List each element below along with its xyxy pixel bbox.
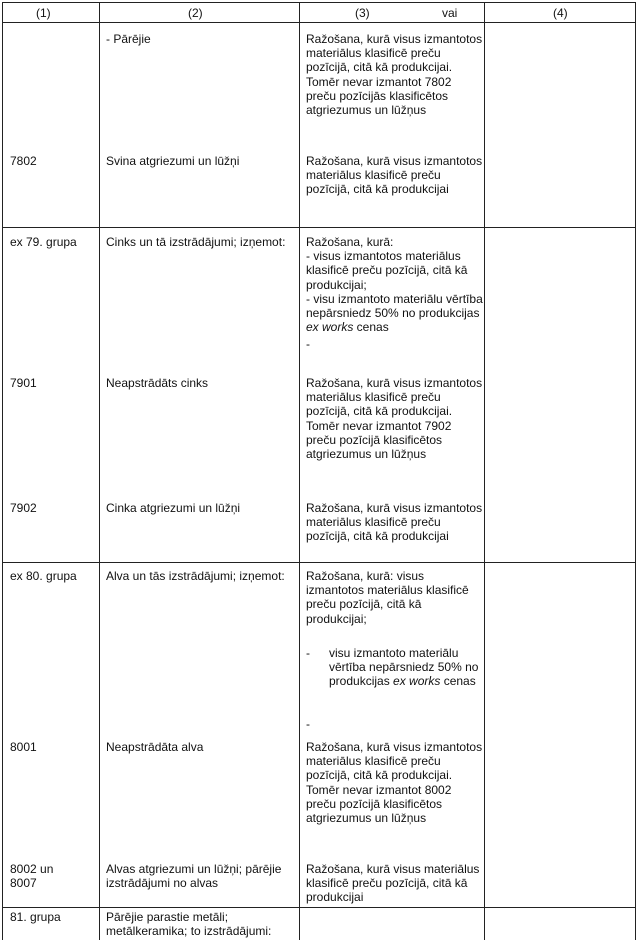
rule-condition: - visu izmantoto materiālu vērtība nepārsniedz 50% no produkcijas ex works cenas [306, 291, 483, 335]
row-divider [2, 227, 636, 228]
table-cell-code: 81. grupa [10, 910, 61, 924]
table-top-border [2, 2, 636, 3]
table-cell-code: 8001 [10, 740, 37, 754]
table-cell-description: Alvas atgriezumi un lūžņi; pārējie izstrādājumi no alvas [106, 862, 282, 891]
column-divider [299, 2, 300, 940]
table-cell-code: ex 80. grupa [10, 569, 77, 583]
column-divider [99, 2, 100, 940]
table-left-border [2, 2, 3, 940]
table-cell-rule: Ražošana, kurā visus izmantotos materiālus klasificē preču pozīcijā, citā kā produkcijai [306, 501, 483, 544]
header-col1: (1) [36, 6, 51, 20]
table-cell-description: Alva un tās izstrādājumi; izņemot: [106, 569, 285, 583]
rule-bullet: - [306, 646, 310, 660]
row-divider [2, 562, 636, 563]
table-cell-rule: Ražošana, kurā visus materiālus klasificē preču pozīcijā, citā kā produkcijai [306, 862, 480, 905]
table-cell-rule: Ražošana, kurā visus izmantotos materiālus klasificē preču pozīcijā, citā kā produkcijai. Tomēr nevar izmantot 7902 preču pozīcijā klasificētos atgriezumus un lūžņus [306, 376, 483, 462]
table-cell-description: - Pārējie [106, 32, 151, 46]
table-cell-rule: Ražošana, kurā visus izmantotos materiālus klasificē preču pozīcijā, citā kā produkcijai [306, 154, 483, 197]
table-cell-code: 7802 [10, 154, 37, 168]
column-divider [484, 2, 485, 940]
header-col3: (3) [355, 6, 370, 20]
header-vai: vai [442, 6, 458, 20]
table-cell-description: Neapstrādāts cinks [106, 376, 209, 390]
rule-intro: Ražošana, kurā: [306, 235, 394, 249]
table-cell-code: 7901 [10, 376, 37, 390]
table-cell-rule: Ražošana, kurā visus izmantotos materiālus klasificē preču pozīcijā, citā kā produkcijai. Tomēr nevar izmantot 8002 preču pozīcijā klasificētos atgriezumus un lūžņus [306, 740, 483, 826]
table-cell-description: Cinka atgriezumi un lūžņi [106, 501, 241, 515]
table-cell-description: Cinks un tā izstrādājumi; izņemot: [106, 235, 286, 249]
rule-condition: visu izmantoto materiālu vērtība nepārsniedz 50% no produkcijas ex works cenas [329, 646, 479, 689]
header-col2: (2) [188, 6, 203, 20]
row-divider [2, 907, 636, 908]
header-bottom-border [2, 22, 636, 23]
header-col4: (4) [553, 6, 568, 20]
table-cell-rule: Ražošana, kurā visus izmantotos materiālus klasificē preču pozīcijā, citā kā produkcijai. Tomēr nevar izmantot 7802 preču pozīcijās klasificētos atgriezumus un lūžņus [306, 32, 483, 118]
rule-dash: - [306, 337, 310, 352]
table-cell-code: 8002 un 8007 [10, 862, 54, 891]
table-cell-rule [306, 235, 484, 352]
table-cell-description: Neapstrādāta alva [106, 740, 204, 754]
rule-condition: - visus izmantotos materiālus klasificē preču pozīcijā, citā kā produkcijai; [306, 249, 468, 292]
table-cell-description: Svina atgriezumi un lūžņi [106, 154, 240, 168]
table-cell-description: Pārējie parastie metāli; metālkeramika; to izstrādājumi: [106, 910, 272, 939]
table-cell-code: 7902 [10, 501, 37, 515]
table-cell-rule: Ražošana, kurā: visus izmantotos materiālus klasificē preču pozīcijā, citā kā produkcijai; [306, 569, 469, 626]
table-cell-code: ex 79. grupa [10, 235, 77, 249]
rule-dash: - [306, 717, 310, 731]
table-right-border [635, 2, 636, 940]
